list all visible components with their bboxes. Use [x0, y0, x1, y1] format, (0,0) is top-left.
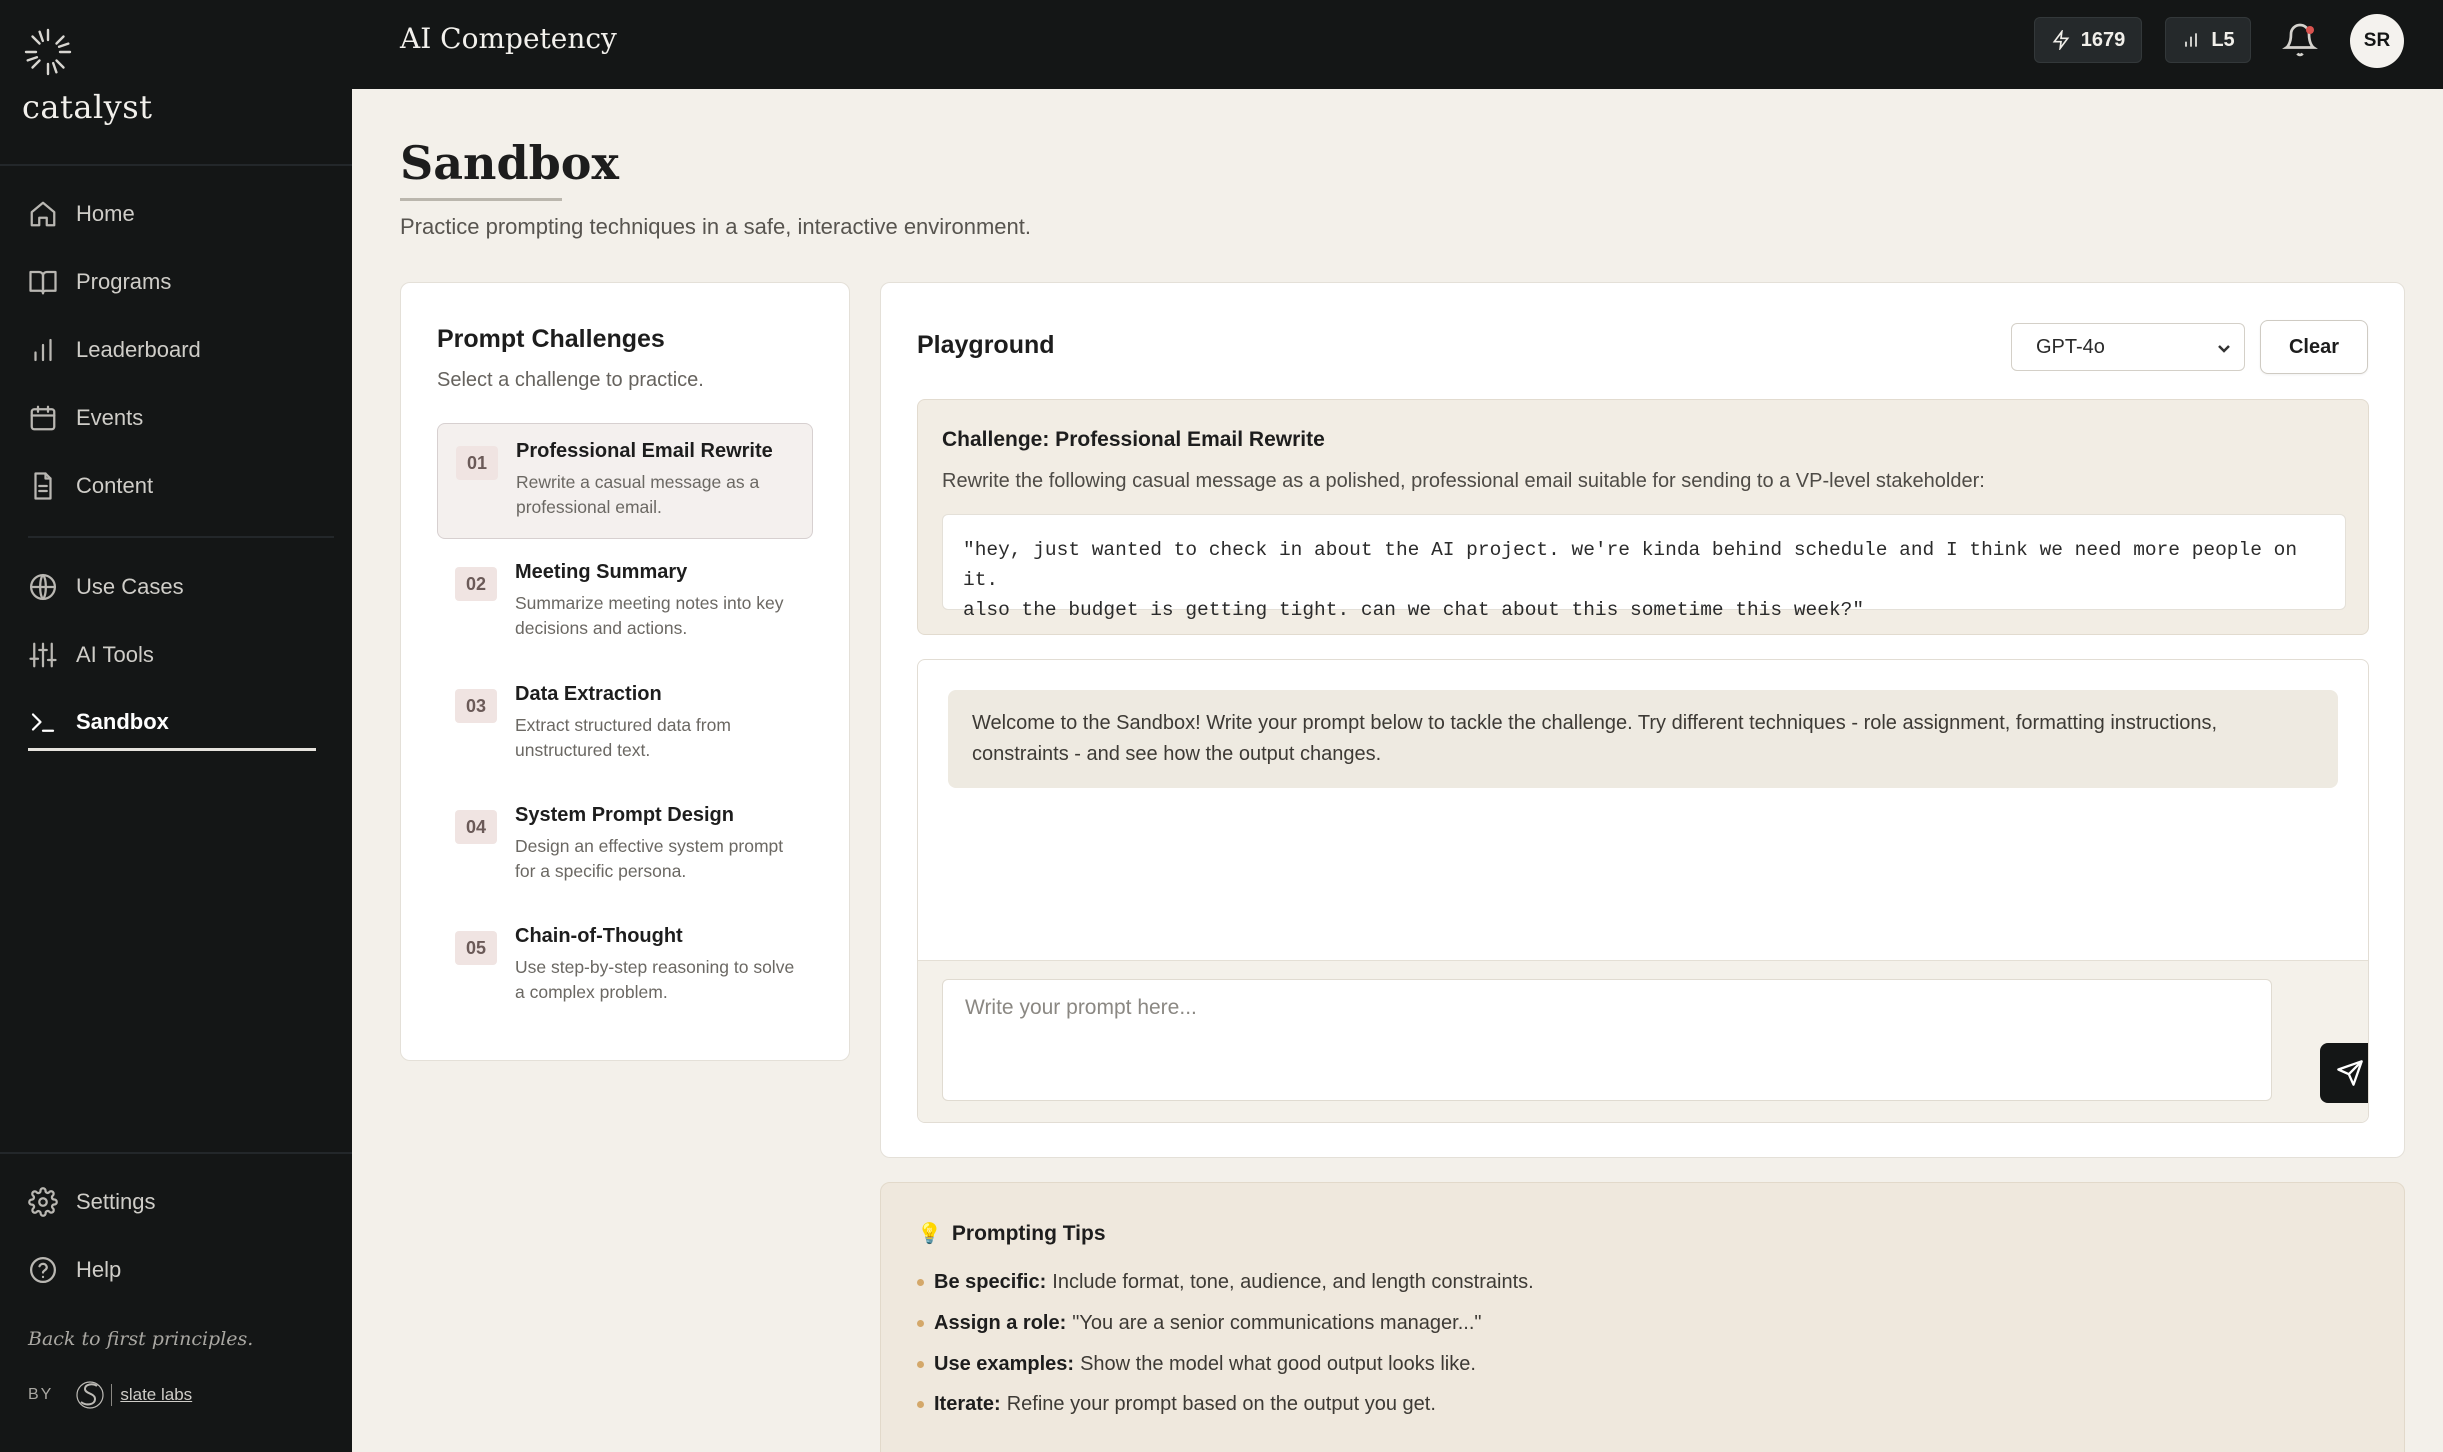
sidebar-divider: [0, 164, 352, 166]
sidebar-item-label: Help: [76, 1257, 122, 1282]
tip-item: [917, 1353, 1476, 1376]
challenge-title: Meeting Summary: [515, 561, 688, 583]
bullet-icon: [917, 1279, 924, 1286]
page-title: Sandbox: [400, 136, 619, 190]
slate-labs-logo-icon: [75, 1380, 105, 1410]
byline-separator: [111, 1384, 112, 1406]
sidebar-item-ai-tools[interactable]: [28, 633, 154, 677]
bullet-icon: [917, 1361, 924, 1368]
model-select-value: GPT-4o: [2036, 335, 2105, 358]
points-badge[interactable]: [2034, 17, 2142, 63]
points-value: 1679: [2080, 28, 2126, 51]
sidebar-divider: [28, 536, 334, 538]
challenge-number: 02: [455, 567, 497, 601]
tagline: Back to first principles.: [28, 1328, 254, 1350]
tip-label: Assign a role:: [934, 1312, 1067, 1334]
globe-icon: [28, 572, 58, 602]
chat-area: [917, 659, 2369, 1123]
book-icon: [28, 267, 58, 297]
chevron-down-icon: [2216, 340, 2232, 356]
sidebar-item-label: Events: [76, 405, 144, 430]
tip-label: Use examples:: [934, 1353, 1075, 1375]
challenge-number: 04: [455, 810, 497, 844]
prompting-tips-card: [880, 1182, 2405, 1452]
sidebar-item-label: Content: [76, 473, 154, 498]
sidebar: [0, 0, 352, 1452]
prompt-input[interactable]: [942, 979, 2272, 1101]
tip-text: Include format, tone, audience, and length constraints.: [1052, 1271, 1534, 1293]
challenge-description: Use step-by-step reasoning to solve a complex problem.: [515, 957, 795, 1002]
sidebar-item-label: Settings: [76, 1189, 156, 1214]
challenge-number: 01: [456, 446, 498, 480]
avatar[interactable]: SR: [2350, 14, 2404, 68]
send-button[interactable]: [2320, 1043, 2369, 1103]
challenge-item[interactable]: [437, 788, 813, 904]
send-icon: [2336, 1059, 2364, 1087]
challenge-source-text: [942, 514, 2346, 621]
challenge-item[interactable]: [437, 545, 813, 661]
tips-heading: [917, 1221, 1106, 1246]
challenge-title: Chain-of-Thought: [515, 925, 683, 947]
sidebar-item-use-cases[interactable]: [28, 565, 184, 609]
sidebar-item-label: Sandbox: [76, 709, 169, 734]
tip-item: [917, 1312, 1482, 1335]
bar-chart-icon: [2181, 30, 2201, 50]
playground-card: [880, 282, 2405, 1158]
prompt-challenges-card: [400, 282, 850, 1061]
level-value: L5: [2211, 28, 2235, 51]
app-title: AI Competency: [400, 22, 617, 55]
notifications-button[interactable]: [2282, 22, 2318, 58]
lightning-icon: [2051, 30, 2071, 50]
title-underline: [400, 198, 562, 201]
tip-label: Iterate:: [934, 1393, 1001, 1415]
by-label: BY: [28, 1386, 54, 1403]
challenge-title: Professional Email Rewrite: [516, 440, 773, 462]
challenge-description: Extract structured data from unstructured text.: [515, 715, 731, 760]
home-icon: [28, 199, 58, 229]
sidebar-item-label: Leaderboard: [76, 337, 201, 362]
brand-name: catalyst: [22, 88, 153, 126]
sidebar-item-programs[interactable]: [28, 260, 171, 304]
document-icon: [28, 471, 58, 501]
page-subtitle: Practice prompting techniques in a safe, interactive environment.: [400, 214, 1031, 239]
sidebar-divider: [0, 1152, 352, 1154]
notification-dot: [2306, 26, 2314, 34]
sidebar-item-help[interactable]: [28, 1248, 121, 1292]
model-select[interactable]: [2011, 323, 2245, 371]
tip-label: Be specific:: [934, 1271, 1047, 1293]
sidebar-item-content[interactable]: [28, 464, 153, 508]
sidebar-item-events[interactable]: [28, 396, 143, 440]
sidebar-item-home[interactable]: [28, 192, 135, 236]
prompt-input-zone: [918, 960, 2369, 1123]
sidebar-item-leaderboard[interactable]: [28, 328, 201, 372]
terminal-icon: [28, 707, 58, 737]
bar-chart-icon: [28, 335, 58, 365]
level-badge[interactable]: [2165, 17, 2251, 63]
challenge-description: Design an effective system prompt for a specific persona.: [515, 836, 784, 881]
sunburst-logo-icon: [22, 26, 74, 78]
sidebar-item-settings[interactable]: [28, 1180, 156, 1224]
challenge-number: 03: [455, 689, 497, 723]
challenge-title: System Prompt Design: [515, 804, 734, 826]
challenge-item[interactable]: [437, 667, 813, 783]
sidebar-item-label: Programs: [76, 269, 172, 294]
tip-text: "You are a senior communications manager...": [1072, 1312, 1482, 1334]
tip-text: Show the model what good output looks like.: [1080, 1353, 1476, 1375]
playground-title: Playground: [917, 331, 1055, 359]
tip-text: Refine your prompt based on the output you get.: [1006, 1393, 1436, 1415]
top-bar: [352, 0, 2443, 89]
challenge-item[interactable]: [437, 909, 813, 1025]
challenge-item[interactable]: [437, 423, 813, 539]
tip-item: [917, 1393, 1436, 1416]
challenge-description: Summarize meeting notes into key decisions and actions.: [515, 593, 784, 638]
brand-logo[interactable]: [22, 26, 153, 126]
sliders-icon: [28, 640, 58, 670]
source-text-line: "hey, just wanted to check in about the AI project. we're kinda behind schedule and I think we need more people on it.: [963, 539, 2298, 591]
active-nav-indicator: [28, 748, 316, 751]
byline: [28, 1380, 192, 1410]
tips-title: Prompting Tips: [951, 1221, 1106, 1245]
challenge-title: Data Extraction: [515, 683, 662, 705]
company-link[interactable]: slate labs: [120, 1385, 193, 1404]
help-circle-icon: [28, 1255, 58, 1285]
sidebar-item-label: Home: [76, 201, 135, 226]
calendar-icon: [28, 403, 58, 433]
tip-item: [917, 1271, 1534, 1294]
challenge-brief-title: Challenge: Professional Email Rewrite: [942, 428, 1325, 451]
sidebar-item-label: AI Tools: [76, 642, 154, 667]
welcome-message: Welcome to the Sandbox! Write your prompt below to tackle the challenge. Try different techniques - role assignment, formatting instructions, constraints - and see how the output changes.: [948, 690, 2338, 788]
challenges-subheading: Select a challenge to practice.: [437, 369, 704, 391]
challenge-brief-description: Rewrite the following casual message as a polished, professional email suitable for sending to a VP-level stakeholder:: [942, 470, 1985, 492]
sidebar-item-sandbox[interactable]: [28, 700, 169, 744]
clear-button[interactable]: Clear: [2260, 320, 2368, 374]
gear-icon: [28, 1187, 58, 1217]
challenges-heading: Prompt Challenges: [437, 325, 665, 353]
challenge-description: Rewrite a casual message as a professional email.: [516, 472, 760, 517]
challenge-number: 05: [455, 931, 497, 965]
source-text-line: also the budget is getting tight. can we chat about this sometime this week?": [963, 599, 1865, 621]
challenge-brief: [917, 399, 2369, 635]
bullet-icon: [917, 1320, 924, 1327]
bullet-icon: [917, 1401, 924, 1408]
lightbulb-icon: 💡: [917, 1223, 942, 1245]
sidebar-item-label: Use Cases: [76, 574, 184, 599]
